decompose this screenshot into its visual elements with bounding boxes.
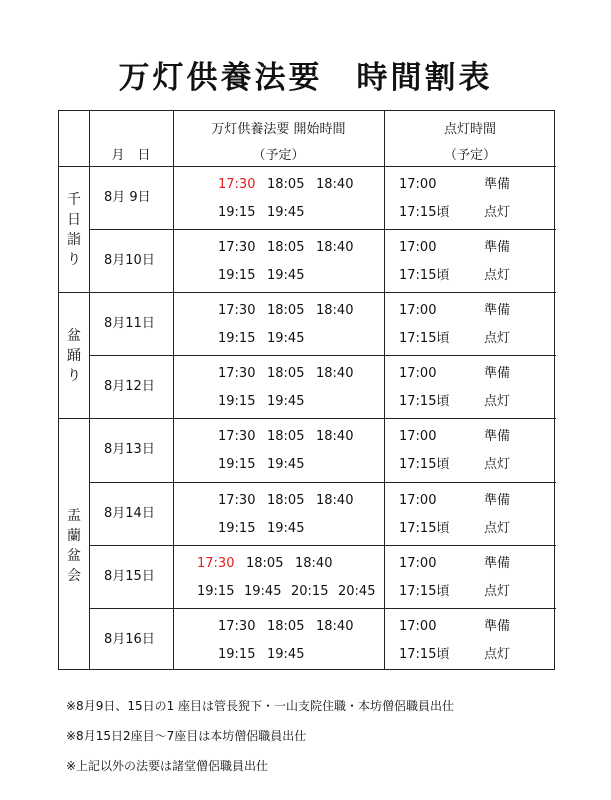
service-time: 19:15	[218, 268, 256, 284]
service-time: 18:05	[246, 555, 284, 571]
lighting-time: 17:00	[399, 429, 437, 445]
service-time: 19:45	[267, 646, 305, 662]
row-date: 8月14日	[104, 505, 155, 521]
service-time: 19:45	[267, 457, 305, 473]
row-divider	[89, 355, 556, 356]
service-time: 18:40	[316, 303, 354, 319]
column-divider	[384, 111, 385, 669]
service-time: 19:15	[218, 520, 256, 536]
service-time: 19:15	[218, 457, 256, 473]
lighting-time: 17:00	[399, 366, 437, 382]
service-time: 19:45	[267, 520, 305, 536]
lighting-label: 点灯	[484, 394, 511, 410]
group-label-char: 盆	[67, 547, 81, 564]
service-time: 19:15	[218, 331, 256, 347]
lighting-label: 準備	[484, 240, 511, 256]
service-time: 18:40	[316, 240, 354, 256]
row-date: 8月10日	[104, 253, 155, 269]
lighting-time: 17:00	[399, 240, 437, 256]
lighting-time: 17:15頃	[399, 646, 450, 662]
service-time: 19:45	[267, 394, 305, 410]
service-time: 19:45	[267, 205, 305, 220]
service-time: 17:30	[218, 240, 256, 256]
page-title: 万灯供養法要 時間割表	[118, 60, 493, 96]
service-time: 19:15	[218, 394, 256, 410]
lighting-label: 点灯	[484, 331, 511, 347]
row-divider	[89, 545, 556, 546]
row-date: 8月15日	[104, 568, 155, 584]
lighting-time: 17:15頃	[399, 205, 450, 220]
lighting-label: 準備	[484, 492, 511, 508]
row-divider	[89, 608, 556, 609]
group-divider	[59, 292, 556, 293]
group-label-char: り	[67, 368, 81, 385]
lighting-label: 準備	[484, 429, 511, 445]
group-label-char: 蘭	[67, 527, 81, 544]
service-time: 18:05	[267, 303, 305, 319]
service-time: 19:15	[218, 646, 256, 662]
service-time: 19:15	[218, 205, 256, 220]
lighting-label: 点灯	[484, 268, 511, 284]
row-date: 8月11日	[104, 316, 155, 332]
column-divider	[89, 111, 90, 669]
service-time: 18:40	[316, 618, 354, 634]
footnote: ※8月15日2座目～7座目は本坊僧侶職員出仕	[66, 729, 307, 743]
lighting-time: 17:15頃	[399, 520, 450, 536]
header-service-title: 万灯供養法要 開始時間	[211, 122, 346, 137]
service-time: 19:45	[267, 268, 305, 284]
column-divider	[173, 111, 174, 669]
group-label-char: 会	[67, 567, 81, 584]
service-time: 18:40	[316, 366, 354, 382]
service-time: 18:40	[295, 555, 333, 571]
footnote: ※8月9日、15日の1 座目は管長猊下・一山支院住職・本坊僧侶職員出仕	[66, 699, 455, 713]
lighting-time: 17:00	[399, 618, 437, 634]
group-label	[59, 329, 89, 389]
service-time: 18:40	[316, 429, 354, 445]
service-time: 19:45	[267, 331, 305, 347]
header-date: 月 日	[111, 148, 151, 163]
service-time: 18:40	[316, 177, 354, 192]
service-time: 20:15	[291, 583, 329, 599]
header-lighting-note: （予定）	[443, 148, 496, 163]
group-divider	[59, 418, 556, 419]
header-divider	[59, 166, 556, 167]
group-label-char: 盆	[67, 328, 81, 345]
row-date: 8月12日	[104, 379, 155, 395]
lighting-label: 点灯	[484, 205, 511, 220]
service-time: 18:05	[267, 429, 305, 445]
row-date: 8月16日	[104, 631, 155, 647]
service-time: 17:30	[197, 555, 235, 571]
lighting-label: 準備	[484, 555, 511, 571]
row-divider	[89, 482, 556, 483]
lighting-time: 17:00	[399, 555, 437, 571]
group-label-char: 踊	[67, 348, 81, 365]
lighting-time: 17:15頃	[399, 583, 450, 599]
lighting-label: 点灯	[484, 457, 511, 473]
header-lighting-title: 点灯時間	[443, 122, 496, 137]
service-time: 17:30	[218, 366, 256, 382]
service-time: 20:45	[338, 583, 376, 599]
group-label	[59, 509, 89, 589]
group-label-char: り	[67, 252, 81, 269]
service-time: 18:05	[267, 240, 305, 256]
lighting-label: 準備	[484, 177, 511, 192]
lighting-label: 点灯	[484, 583, 511, 599]
group-label	[59, 193, 89, 273]
service-time: 18:05	[267, 618, 305, 634]
service-time: 18:40	[316, 492, 354, 508]
service-time: 17:30	[218, 492, 256, 508]
service-time: 18:05	[267, 492, 305, 508]
service-time: 17:30	[218, 303, 256, 319]
schedule-table	[58, 110, 555, 670]
lighting-label: 点灯	[484, 520, 511, 536]
lighting-time: 17:00	[399, 303, 437, 319]
lighting-label: 準備	[484, 618, 511, 634]
service-time: 18:05	[267, 177, 305, 192]
lighting-time: 17:15頃	[399, 457, 450, 473]
lighting-time: 17:00	[399, 492, 437, 508]
group-label-char: 千	[67, 192, 81, 209]
service-time: 19:45	[244, 583, 282, 599]
footnote: ※上記以外の法要は諸堂僧侶職員出仕	[66, 759, 269, 773]
lighting-time: 17:00	[399, 177, 437, 192]
group-label-char: 詣	[67, 232, 81, 249]
service-time: 19:15	[197, 583, 235, 599]
service-time: 17:30	[218, 618, 256, 634]
lighting-time: 17:15頃	[399, 331, 450, 347]
lighting-label: 準備	[484, 303, 511, 319]
lighting-label: 点灯	[484, 646, 511, 662]
lighting-time: 17:15頃	[399, 268, 450, 284]
service-time: 18:05	[267, 366, 305, 382]
lighting-time: 17:15頃	[399, 394, 450, 410]
group-label-char: 盂	[67, 507, 81, 524]
row-date: 8月13日	[104, 442, 155, 458]
row-divider	[89, 229, 556, 230]
service-time: 17:30	[218, 429, 256, 445]
service-time: 17:30	[218, 177, 256, 192]
lighting-label: 準備	[484, 366, 511, 382]
header-service-note: （予定）	[252, 148, 305, 163]
row-date: 8月 9日	[104, 190, 151, 205]
group-label-char: 日	[67, 212, 81, 229]
